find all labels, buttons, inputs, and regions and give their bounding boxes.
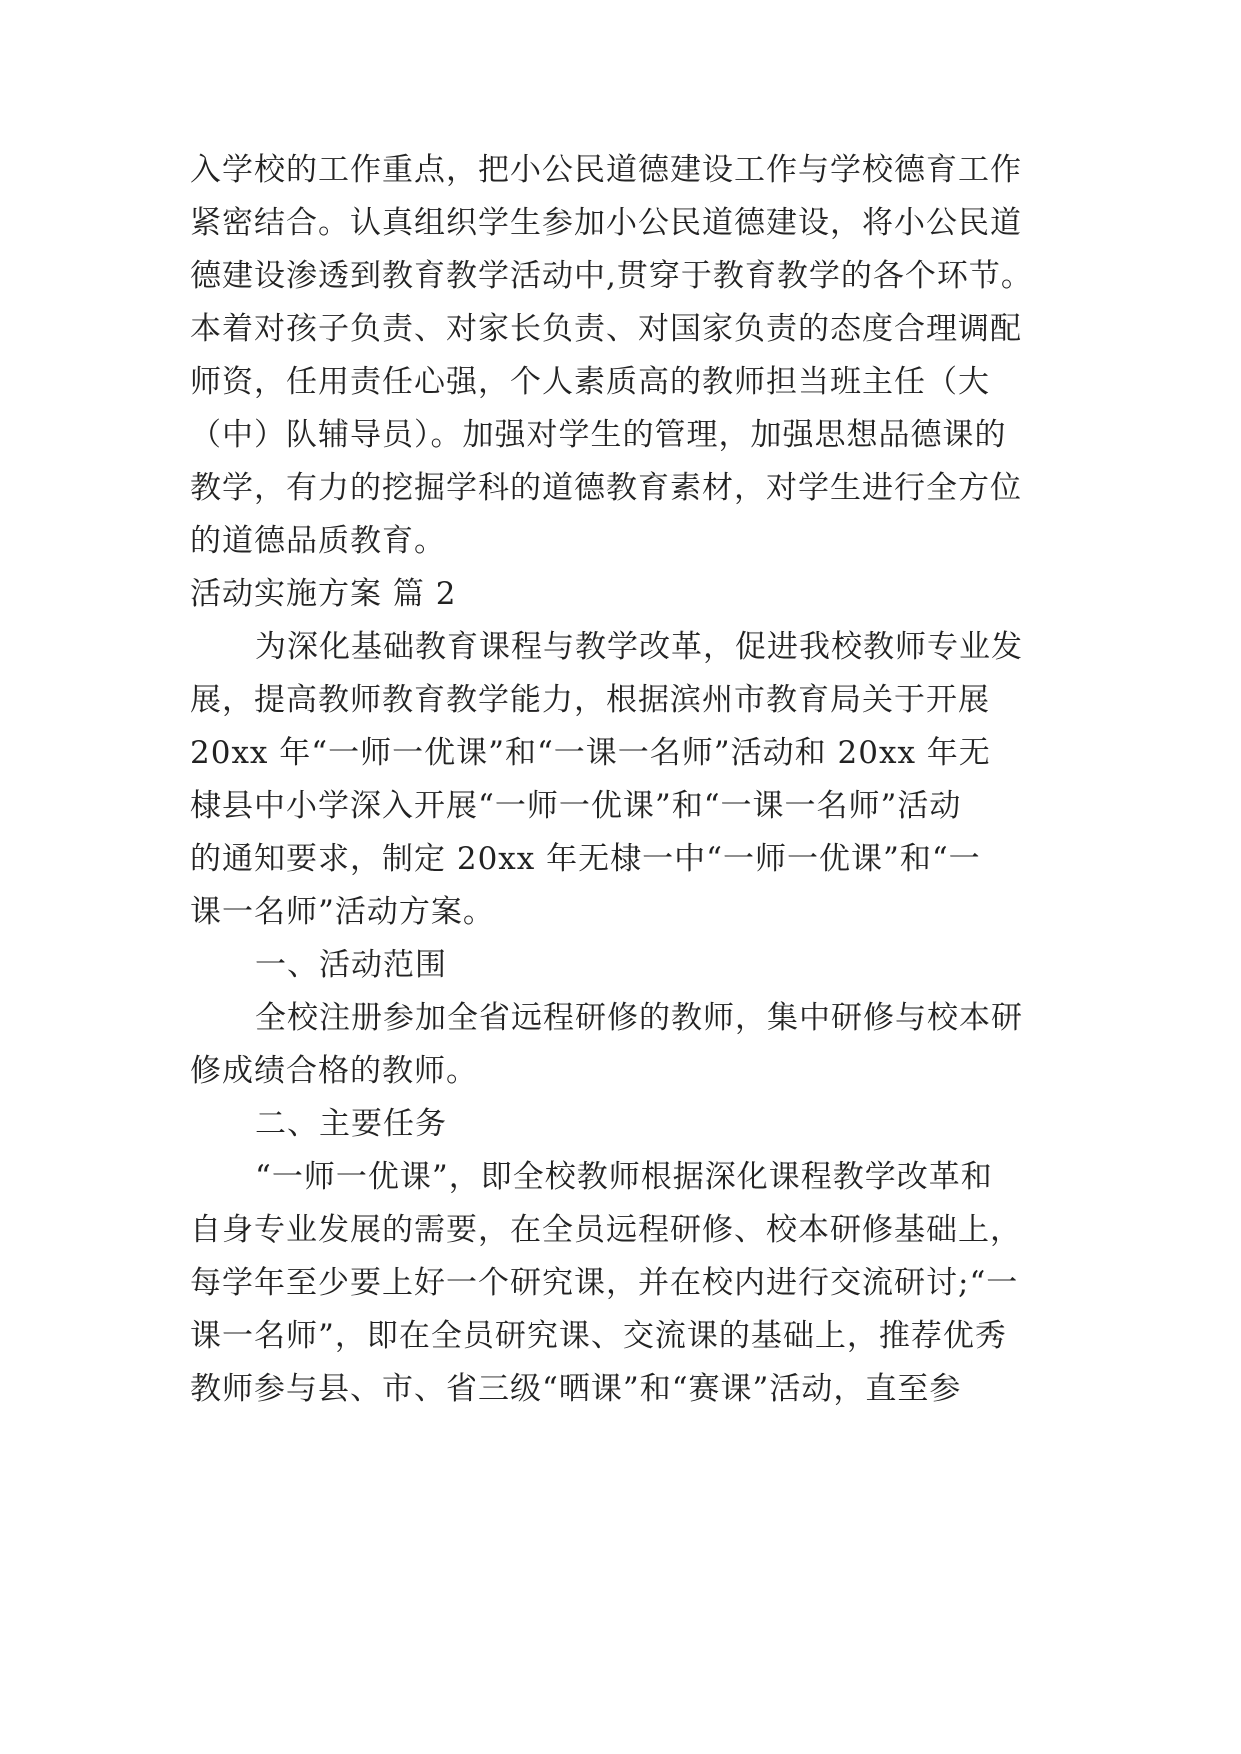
paragraph-line: 本着对孩子负责、对家长负责、对国家负责的态度合理调配 bbox=[190, 311, 1022, 347]
paragraph-line: 课一名师”，即在全员研究课、交流课的基础上，推荐优秀 bbox=[190, 1318, 1007, 1354]
paragraph-line: 入学校的工作重点，把小公民道德建设工作与学校德育工作 bbox=[190, 152, 1022, 188]
paragraph-line: 自身专业发展的需要，在全员远程研修、校本研修基础上， bbox=[190, 1212, 1022, 1248]
paragraph-line: 修成绩合格的教师。 bbox=[190, 1053, 478, 1089]
paragraph-line: 20xx 年“一师一优课”和“一课一名师”活动和 20xx 年无 bbox=[190, 735, 991, 771]
paragraph-line: 紧密结合。认真组织学生参加小公民道德建设，将小公民道 bbox=[190, 205, 1022, 241]
paragraph-line: 德建设渗透到教育教学活动中,贯穿于教育教学的各个环节。 bbox=[190, 258, 1033, 294]
paragraph-line: 的通知要求，制定 20xx 年无棣一中“一师一优课”和“一 bbox=[190, 841, 981, 877]
paragraph-line: 为深化基础教育课程与教学改革，促进我校教师专业发 bbox=[255, 629, 1023, 665]
paragraph-line: 棣县中小学深入开展“一师一优课”和“一课一名师”活动 bbox=[190, 788, 962, 824]
paragraph-line: 课一名师”活动方案。 bbox=[190, 894, 495, 930]
section-heading: 活动实施方案 篇 2 bbox=[190, 576, 457, 612]
paragraph-line: “一师一优课”，即全校教师根据深化课程教学改革和 bbox=[255, 1159, 993, 1195]
paragraph-line: 全校注册参加全省远程研修的教师，集中研修与校本研 bbox=[255, 1000, 1023, 1036]
paragraph-line: 教学，有力的挖掘学科的道德教育素材，对学生进行全方位 bbox=[190, 470, 1022, 506]
paragraph-line: 的道德品质教育。 bbox=[190, 523, 446, 559]
subsection-heading: 一、活动范围 bbox=[255, 947, 447, 983]
paragraph-line: （中）队辅导员）。加强对学生的管理，加强思想品德课的 bbox=[190, 417, 1007, 453]
paragraph-line: 展，提高教师教育教学能力，根据滨州市教育局关于开展 bbox=[190, 682, 990, 718]
paragraph-line: 每学年至少要上好一个研究课，并在校内进行交流研讨;“一 bbox=[190, 1265, 1019, 1301]
paragraph-line: 师资，任用责任心强，个人素质高的教师担当班主任（大 bbox=[190, 364, 990, 400]
paragraph-line: 教师参与县、市、省三级“晒课”和“赛课”活动，直至参 bbox=[190, 1371, 962, 1407]
subsection-heading: 二、主要任务 bbox=[255, 1106, 447, 1142]
